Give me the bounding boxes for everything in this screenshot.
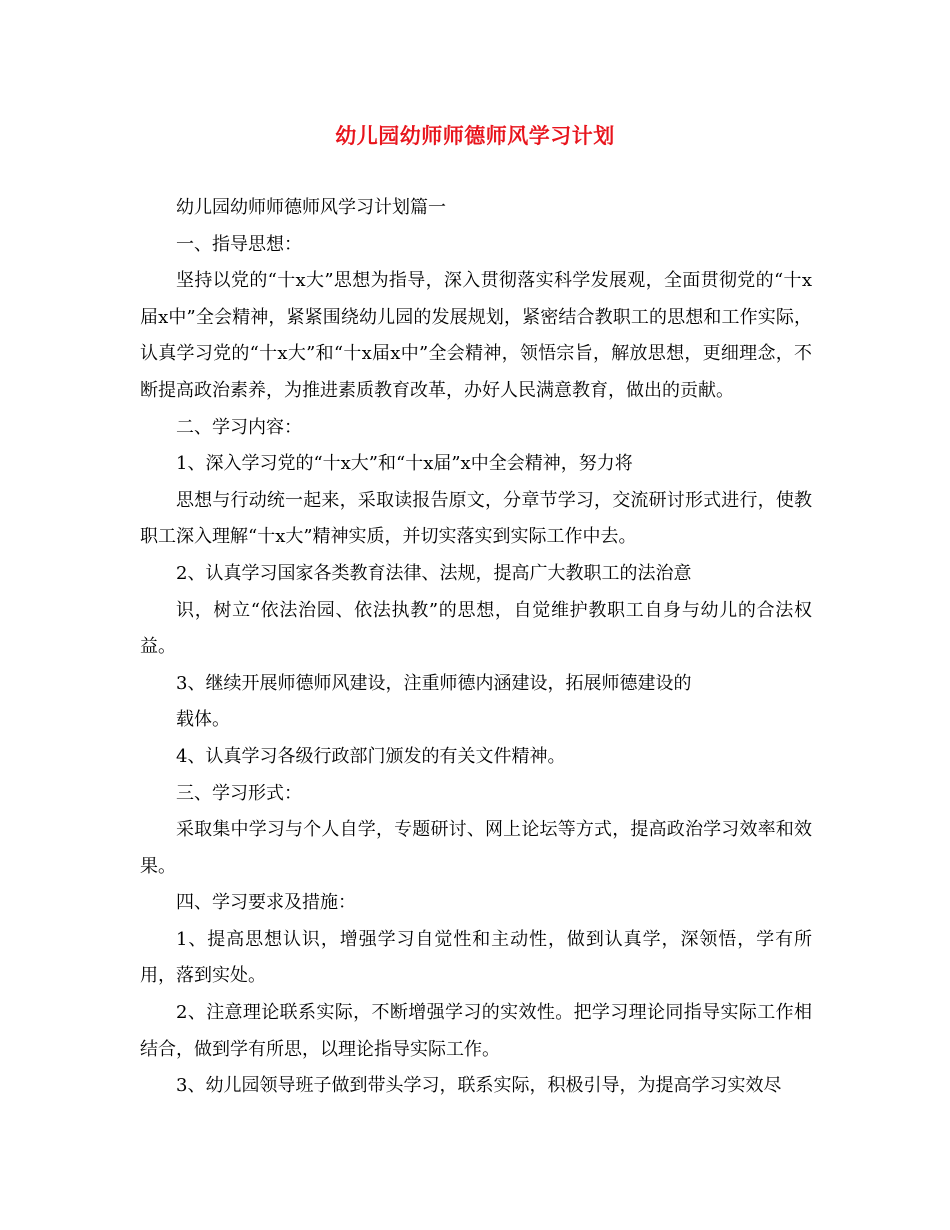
paragraph: 2、认真学习国家各类教育法律、法规，提高广大教职工的法治意 [176, 562, 692, 584]
paragraph-heading-3: 三、学习形式： [176, 782, 302, 804]
paragraph: 2、注意理论联系实际，不断增强学习的实效性。把学习理论同指导实际工作相结合，做到学有所思，以理论指导实际工作。 [140, 1002, 812, 1060]
paragraph: 坚持以党的“十x大”思想为指导，深入贯彻落实科学发展观，全面贯彻党的“十x届x中”全会精神，紧紧围绕幼儿园的发展规划，紧密结合教职工的思想和工作实际，认真学习党的“十x大”和“十x届x中”全会精神，领悟宗旨，解放思想，更细理念，不断提高政治素养，为推进素质教育改革，办好人民满意教育，做出的贡献。 [140, 270, 812, 401]
paragraph-heading-2: 二、学习内容： [176, 416, 302, 438]
paragraph: 1、提高思想认识，增强学习自觉性和主动性，做到认真学，深领悟，学有所用，落到实处。 [140, 928, 812, 987]
paragraph: 载体。 [176, 709, 230, 731]
paragraph: 3、继续开展师德师风建设，注重师德内涵建设，拓展师德建设的 [176, 672, 692, 694]
paragraph: 4、认真学习各级行政部门颁发的有关文件精神。 [176, 745, 566, 767]
paragraph-heading-4: 四、学习要求及措施： [176, 892, 356, 914]
paragraph-subtitle: 幼儿园幼师师德师风学习计划篇一 [176, 197, 446, 218]
paragraph: 思想与行动统一起来，采取读报告原文，分章节学习，交流研讨形式进行，使教职工深入理解“十x大”精神实质，并切实落实到实际工作中去。 [140, 489, 812, 548]
paragraph: 3、幼儿园领导班子做到带头学习，联系实际，积极引导，为提高学习实效尽 [176, 1075, 782, 1097]
paragraph: 采取集中学习与个人自学，专题研讨、网上论坛等方式，提高政治学习效率和效果。 [140, 819, 812, 877]
document-title: 幼儿园幼师师德师风学习计划 [335, 123, 615, 148]
document-body [140, 190, 812, 1105]
paragraph-heading-1: 一、指导思想： [176, 233, 302, 255]
paragraph: 识，树立“依法治园、依法执教”的思想，自觉维护教职工自身与幼儿的合法权益。 [140, 599, 812, 658]
paragraph: 1、深入学习党的“十x大”和“十x届”x中全会精神，努力将 [176, 453, 633, 475]
